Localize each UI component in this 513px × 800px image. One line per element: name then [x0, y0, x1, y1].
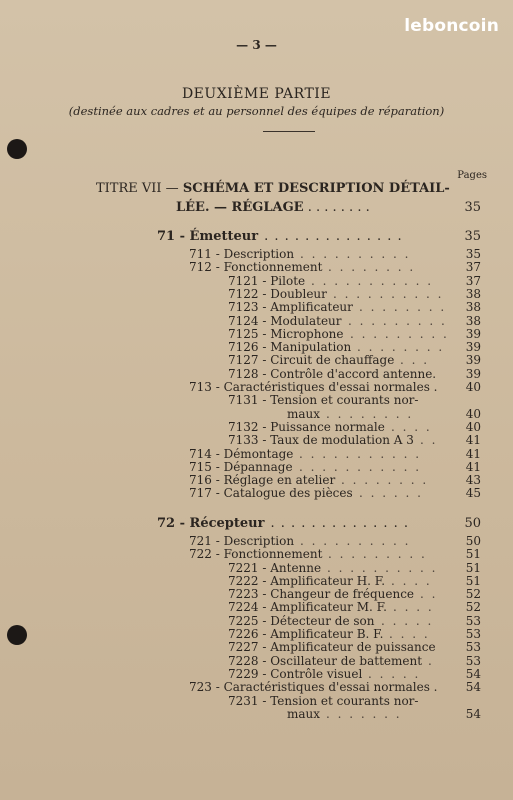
toc-entry-dots: . . . .	[391, 574, 432, 588]
toc-entry-label: 7225 - Détecteur de son	[228, 614, 375, 628]
toc-entry-label: maux	[287, 407, 321, 421]
pages-column-header: Pages	[457, 170, 487, 181]
toc-entry-label: 7126 - Manipulation	[228, 340, 352, 354]
toc-entry-page: 38	[465, 287, 481, 301]
toc-entry-label: 7133 - Taux de modulation A 3	[228, 433, 414, 447]
toc-entry	[189, 547, 481, 561]
toc-entry-label: 7122 - Doubleur	[228, 287, 327, 301]
toc-entry	[228, 614, 481, 628]
toc-entry-dots: . . . . . . .	[326, 707, 402, 721]
section-heading	[157, 229, 403, 245]
toc-entry-dots: . . . . . . . . . . .	[299, 460, 422, 474]
toc-entry	[228, 627, 481, 641]
titre-page-number: 35	[464, 200, 481, 215]
titre-heading-line2	[176, 200, 370, 218]
toc-entry-page: 50	[465, 534, 481, 548]
section-dots: . . . . . . . . . . . . . .	[270, 516, 410, 531]
toc-entry-dots: . . . . . . . . . .	[327, 561, 438, 575]
toc-entry	[228, 327, 481, 341]
toc-entry-page: 37	[465, 260, 481, 274]
toc-entry-label: 722 - Fonctionnement	[189, 547, 323, 561]
toc-entry-page: 38	[465, 314, 481, 328]
toc-entry-dots: . .	[420, 587, 438, 601]
titre-heading-line1	[96, 181, 450, 199]
toc-entry-label: 712 - Fonctionnement	[189, 260, 323, 274]
toc-entry-dots: . . . .	[391, 420, 432, 434]
toc-entry	[228, 274, 481, 288]
toc-entry-page: 39	[465, 327, 481, 341]
toc-entry	[189, 680, 481, 694]
toc-entry-label: 7125 - Microphone	[228, 327, 344, 341]
toc-entry-label: 7221 - Antenne	[228, 561, 322, 575]
toc-entry-label: 7123 - Amplificateur	[228, 300, 353, 314]
toc-entry-page: 38	[465, 300, 481, 314]
toc-entry	[228, 433, 481, 447]
toc-entry	[189, 473, 481, 487]
divider	[263, 131, 315, 132]
toc-entry	[189, 447, 481, 461]
toc-entry-page: 54	[465, 707, 481, 721]
titre-prefix: TITRE VII —	[96, 181, 179, 196]
toc-entry-page: 41	[465, 433, 481, 447]
toc-entry-page: 53	[465, 640, 481, 654]
toc-entry-page: 54	[465, 667, 481, 681]
toc-entry-dots: . . . . . . . . . . .	[311, 274, 434, 288]
toc-entry	[228, 287, 481, 301]
toc-entry-label: 713 - Caractéristiques d'essai normales .	[189, 380, 438, 394]
toc-entry-label: 7228 - Oscillateur de battement	[228, 654, 423, 668]
toc-entry	[228, 640, 481, 654]
toc-entry	[228, 300, 481, 314]
toc-entry-dots: . .	[420, 433, 438, 447]
toc-entry	[189, 460, 481, 474]
toc-entry-page: 51	[465, 547, 481, 561]
toc-entry-label: 7227 - Amplificateur de puissance	[228, 640, 436, 654]
toc-entry-page: 39	[465, 340, 481, 354]
toc-entry-page: 39	[465, 367, 481, 381]
section-label: 72 - Récepteur	[157, 516, 265, 531]
toc-entry-label: 716 - Réglage en atelier	[189, 473, 336, 487]
toc-entry-page: 41	[465, 447, 481, 461]
section-heading	[157, 516, 409, 532]
toc-entry-label: 7127 - Circuit de chauffage	[228, 353, 395, 367]
toc-entry-page: 35	[465, 247, 481, 261]
titre-bold-text: SCHÉMA ET DESCRIPTION DÉTAIL-	[182, 181, 450, 196]
toc-entry	[228, 654, 481, 668]
toc-entry	[228, 420, 481, 434]
toc-entry	[189, 486, 481, 500]
toc-entry-label: 7124 - Modulateur	[228, 314, 342, 328]
toc-entry-label: 7223 - Changeur de fréquence	[228, 587, 415, 601]
toc-entry-label: 7128 - Contrôle d'accord antenne.	[228, 367, 437, 381]
section-dots: . . . . . . . . . . . . . .	[264, 229, 403, 244]
toc-entry-label: 715 - Dépannage	[189, 460, 293, 474]
toc-entry-page: 40	[465, 420, 481, 434]
toc-entry	[228, 587, 481, 601]
toc-entry-page: 54	[465, 680, 481, 694]
toc-entry	[228, 314, 481, 328]
toc-entry-dots: .	[428, 654, 434, 668]
toc-entry	[228, 367, 481, 381]
toc-entry	[189, 380, 481, 394]
toc-entry-page: 45	[465, 486, 481, 500]
toc-entry	[228, 353, 481, 367]
toc-entry-label: 723 - Caractéristiques d'essai normales .	[189, 680, 438, 694]
toc-entry-page: 53	[465, 627, 481, 641]
toc-entry-dots: . . . .	[393, 600, 434, 614]
toc-entry	[287, 707, 481, 721]
toc-entry-dots: . . . . . . . .	[328, 260, 416, 274]
toc-entry-label: 717 - Catalogue des pièces	[189, 486, 353, 500]
toc-entry-page: 51	[465, 561, 481, 575]
toc-entry-dots: . . . . . . . .	[341, 473, 429, 487]
toc-entry-dots: . . . . . . . . . .	[333, 287, 444, 301]
toc-entry-dots: . . .	[400, 353, 430, 367]
toc-entry-label: 7131 - Tension et courants nor-	[228, 393, 419, 407]
section-page-number: 35	[464, 229, 481, 244]
part-title: DEUXIÈME PARTIE	[181, 86, 332, 102]
titre-line2-text: LÉE. — RÉGLAGE	[176, 200, 304, 215]
toc-entry-label: 7231 - Tension et courants nor-	[228, 694, 419, 708]
punch-hole	[7, 139, 27, 159]
toc-entry-label: 7229 - Contrôle visuel	[228, 667, 363, 681]
toc-entry-page: 52	[465, 600, 481, 614]
watermark-logo: leboncoin	[404, 16, 499, 36]
toc-entry-label: 7222 - Amplificateur H. F.	[228, 574, 386, 588]
toc-entry	[287, 407, 481, 421]
toc-entry-dots: . . . . .	[381, 614, 434, 628]
toc-entry-label: 7226 - Amplificateur B. F.	[228, 627, 384, 641]
part-subtitle: (destinée aux cadres et au personnel des équipes de réparation)	[68, 104, 445, 118]
toc-entry-page: 40	[465, 407, 481, 421]
toc-entry	[189, 534, 481, 548]
toc-entry-dots: . . . .	[389, 627, 430, 641]
toc-entry	[189, 260, 481, 274]
toc-entry-dots: . . . . . . . . . .	[300, 534, 411, 548]
toc-entry-page: 53	[465, 614, 481, 628]
toc-entry-dots: . . . . . . . . . .	[300, 247, 411, 261]
toc-entry	[228, 667, 481, 681]
toc-entry-dots: . . . . . . . . .	[328, 547, 427, 561]
toc-entry-dots: . . . . . . . . .	[350, 327, 449, 341]
toc-entry-label: 7132 - Puissance normale	[228, 420, 385, 434]
section-page-number: 50	[464, 516, 481, 531]
toc-entry-label: 711 - Description	[189, 247, 295, 261]
toc-entry	[189, 247, 481, 261]
toc-entry-label: 7224 - Amplificateur M. F.	[228, 600, 387, 614]
toc-entry-page: 43	[465, 473, 481, 487]
toc-entry	[228, 340, 481, 354]
toc-entry-page: 40	[465, 380, 481, 394]
toc-entry-dots: . . . . . . . .	[326, 407, 414, 421]
toc-entry-page: 39	[465, 353, 481, 367]
section-label: 71 - Émetteur	[157, 229, 259, 244]
page-number: — 3 —	[236, 38, 277, 52]
toc-entry	[228, 600, 481, 614]
toc-entry-page: 52	[465, 587, 481, 601]
toc-entry-label: 721 - Description	[189, 534, 295, 548]
toc-entry-page: 53	[465, 654, 481, 668]
toc-entry-dots: . . . . . . . .	[357, 340, 445, 354]
toc-entry-dots: . . . . . . . . . . .	[299, 447, 422, 461]
toc-entry-page: 51	[465, 574, 481, 588]
toc-entry	[228, 393, 481, 407]
toc-entry	[228, 574, 481, 588]
punch-hole	[7, 625, 27, 645]
toc-entry-dots: . . . . . . . .	[359, 300, 447, 314]
toc-entry-dots: . . . . .	[368, 667, 421, 681]
toc-entry-page: 37	[465, 274, 481, 288]
toc-entry-dots: . . . . . .	[359, 486, 423, 500]
toc-entry-label: maux	[287, 707, 321, 721]
toc-entry-label: 7121 - Pilote	[228, 274, 306, 288]
toc-entry-label: 714 - Démontage	[189, 447, 294, 461]
toc-entry-dots: . . . . . . . . .	[348, 314, 447, 328]
titre-line2-dots: . . . . . . . .	[307, 200, 370, 215]
toc-entry	[228, 694, 481, 708]
toc-entry	[228, 561, 481, 575]
toc-entry-page: 41	[465, 460, 481, 474]
